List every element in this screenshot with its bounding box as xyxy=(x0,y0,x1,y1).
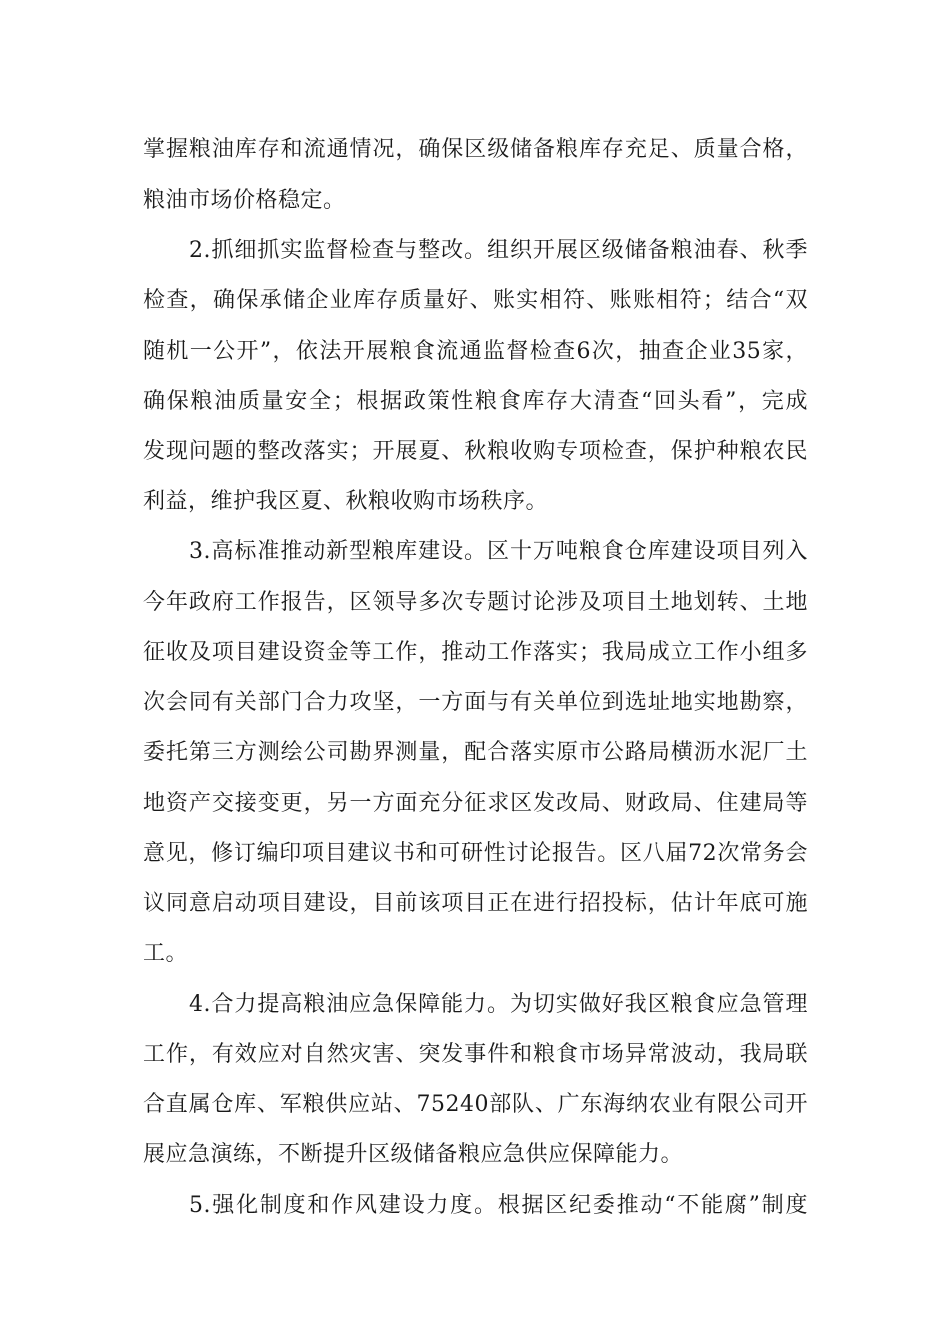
text-line-12: 次会同有关部门合力攻坚，一方面与有关单位到选址地实地勘察， xyxy=(143,690,808,715)
text-line-14: 地资产交接变更，另一方面充分征求区发改局、财政局、住建局等 xyxy=(143,791,808,816)
text-line-17: 工。 xyxy=(143,941,189,966)
text-line-20: 合直属仓库、军粮供应站、75240部队、广东海纳农业有限公司开 xyxy=(143,1092,808,1117)
text-line-4: 检查，确保承储企业库存质量好、账实相符、账账相符；结合“双 xyxy=(143,288,808,313)
paragraph-2-heading: 2.抓细抓实监督检查与整改。组织开展区级储备粮油春、秋季 xyxy=(189,238,808,263)
text-line-5: 随机一公开”，依法开展粮食流通监督检查6次，抽查企业35家， xyxy=(143,339,808,364)
text-line-13: 委托第三方测绘公司勘界测量，配合落实原市公路局横沥水泥厂土 xyxy=(143,740,808,765)
text-line-1: 掌握粮油库存和流通情况，确保区级储备粮库存充足、质量合格， xyxy=(143,137,808,162)
paragraph-4-heading: 4.合力提高粮油应急保障能力。为切实做好我区粮食应急管理 xyxy=(189,992,808,1017)
paragraph-3-heading: 3.高标准推动新型粮库建设。区十万吨粮食仓库建设项目列入 xyxy=(189,539,808,564)
text-line-8: 利益，维护我区夏、秋粮收购市场秩序。 xyxy=(143,489,549,514)
text-line-19: 工作，有效应对自然灾害、突发事件和粮食市场异常波动，我局联 xyxy=(143,1042,808,1067)
text-line-2: 粮油市场价格稳定。 xyxy=(143,188,346,213)
paragraph-5-heading: 5.强化制度和作风建设力度。根据区纪委推动“不能腐”制度 xyxy=(189,1193,808,1218)
text-line-10: 今年政府工作报告，区领导多次专题讨论涉及项目土地划转、土地 xyxy=(143,590,808,615)
text-line-15: 意见，修订编印项目建议书和可研性讨论报告。区八届72次常务会 xyxy=(143,841,808,866)
text-line-6: 确保粮油质量安全；根据政策性粮食库存大清查“回头看”，完成 xyxy=(143,389,808,414)
text-line-21: 展应急演练，不断提升区级储备粮应急供应保障能力。 xyxy=(143,1142,684,1167)
text-line-11: 征收及项目建设资金等工作，推动工作落实；我局成立工作小组多 xyxy=(143,640,808,665)
text-line-7: 发现问题的整改落实；开展夏、秋粮收购专项检查，保护种粮农民 xyxy=(143,439,808,464)
text-line-16: 议同意启动项目建设，目前该项目正在进行招投标，估计年底可施 xyxy=(143,891,808,916)
